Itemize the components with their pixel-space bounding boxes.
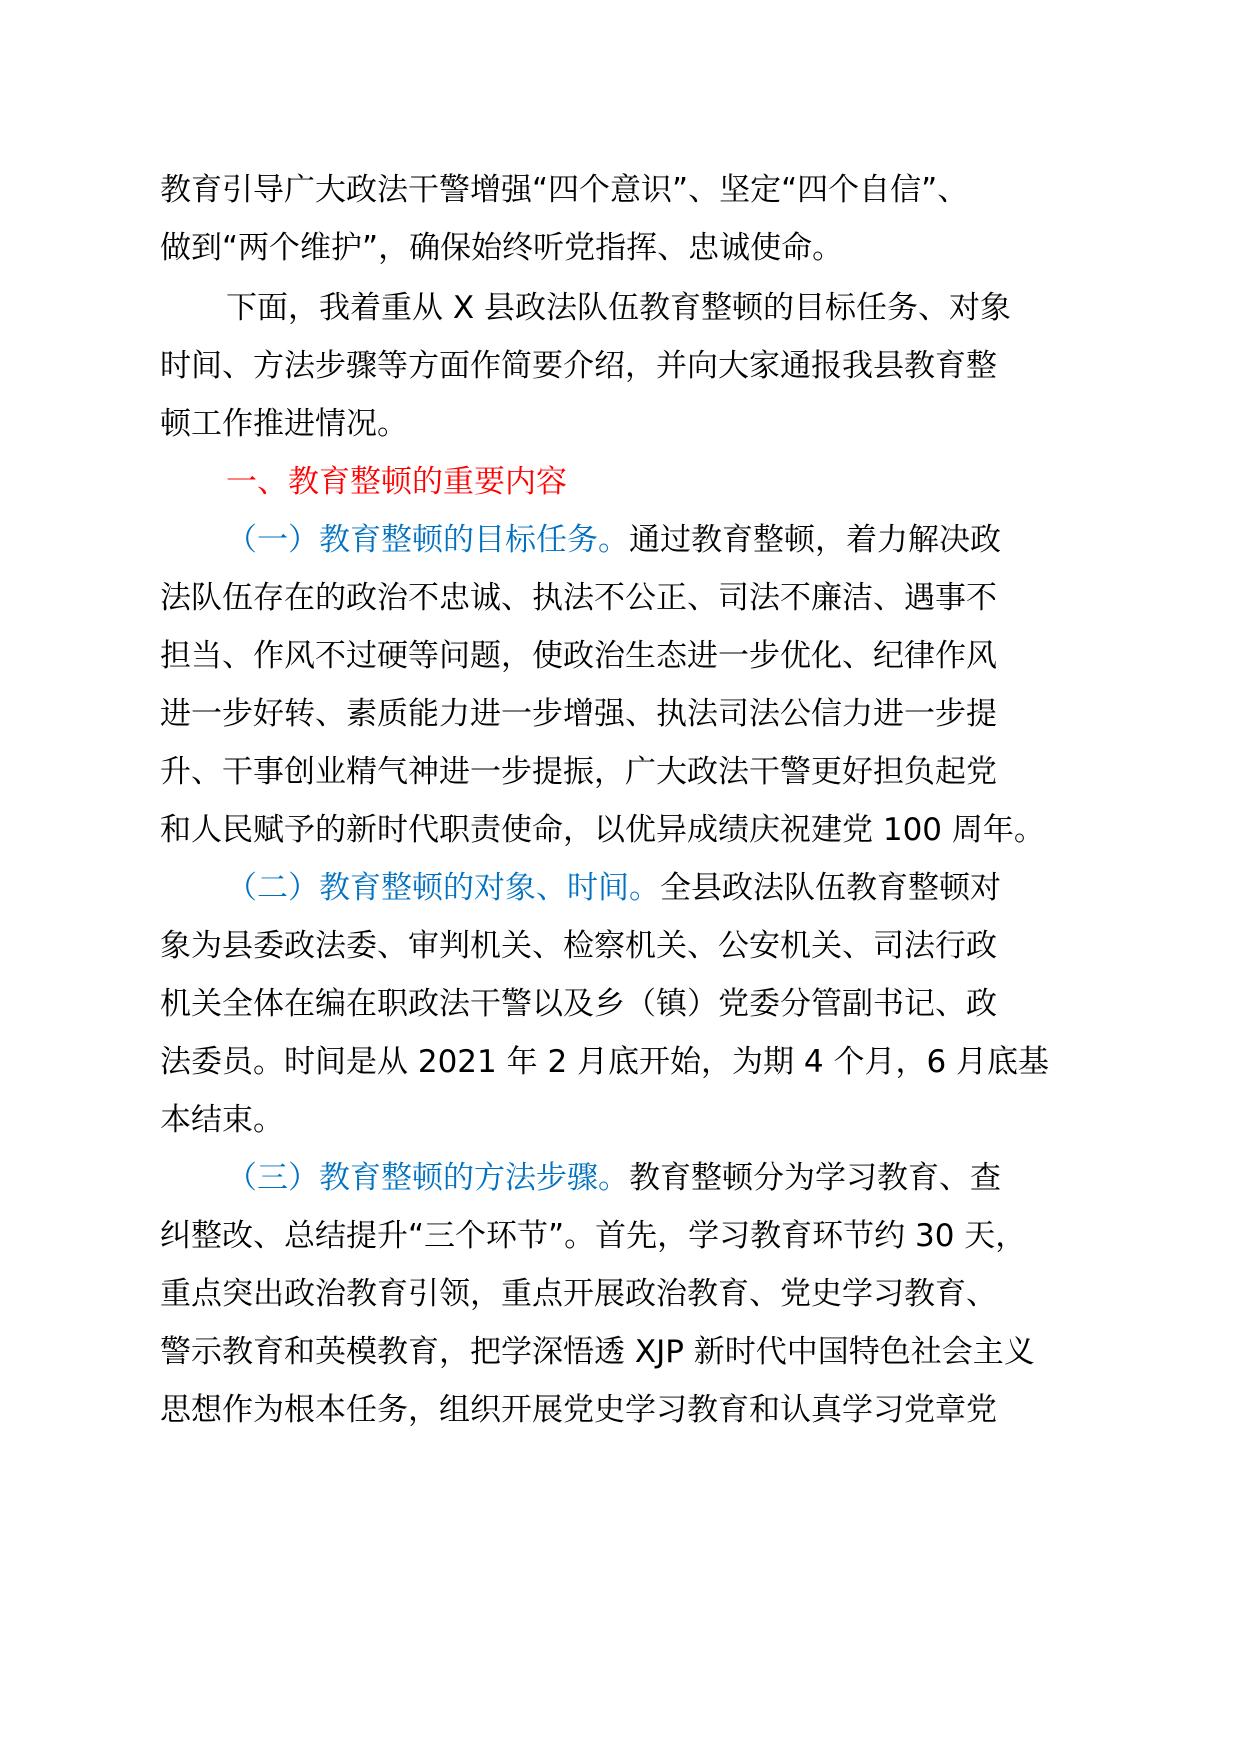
text-line: 法委员。时间是从 2021 年 2 月底开始，为期 4 个月，6 月底基 [160,1044,1050,1080]
subheading-1: （一）教育整顿的目标任务。 [226,522,629,558]
text-run: 通过教育整顿，着力解决政 [629,522,1001,558]
text-line: 思想作为根本任务，组织开展党史学习教育和认真学习党章党 [160,1392,997,1428]
paragraph-1-first-line [226,516,1001,564]
text-line: 和人民赋予的新时代职责使命，以优异成绩庆祝建党 100 周年。 [160,812,1045,848]
text-line: 进一步好转、素质能力进一步增强、执法司法公信力进一步提 [160,696,997,732]
paragraph-2-first-line [226,864,1001,912]
text-run: 全县政法队伍教育整顿对 [660,870,1001,906]
text-line: 教育引导广大政法干警增强“四个意识”、坚定“四个自信”、 [160,172,969,208]
text-line: 重点突出政治教育引领，重点开展政治教育、党史学习教育、 [160,1276,997,1312]
text-line: 警示教育和英模教育，把学深悟透 XJP 新时代中国特色社会主义 [160,1334,1035,1370]
text-line: 做到“两个维护”，确保始终听党指挥、忠诚使命。 [160,230,844,266]
text-line: 法队伍存在的政治不忠诚、执法不公正、司法不廉洁、遇事不 [160,580,997,616]
text-run: 教育整顿分为学习教育、查 [629,1160,1001,1196]
subheading-2: （二）教育整顿的对象、时间。 [226,870,660,906]
paragraph-3-first-line [226,1154,1001,1202]
text-line: 下面，我着重从 X 县政法队伍教育整顿的目标任务、对象 [226,290,1011,326]
text-line: 纠整改、总结提升“三个环节”。首先，学习教育环节约 30 天， [160,1218,1027,1254]
subheading-3: （三）教育整顿的方法步骤。 [226,1160,629,1196]
section-heading-1: 一、教育整顿的重要内容 [226,464,567,500]
text-line: 本结束。 [160,1102,284,1138]
text-line: 顿工作推进情况。 [160,406,408,442]
text-line: 担当、作风不过硬等问题，使政治生态进一步优化、纪律作风 [160,638,997,674]
text-line: 时间、方法步骤等方面作简要介绍，并向大家通报我县教育整 [160,348,997,384]
text-line: 象为县委政法委、审判机关、检察机关、公安机关、司法行政 [160,928,997,964]
text-line: 升、干事创业精气神进一步提振，广大政法干警更好担负起党 [160,754,997,790]
text-line: 机关全体在编在职政法干警以及乡（镇）党委分管副书记、政 [160,986,997,1022]
